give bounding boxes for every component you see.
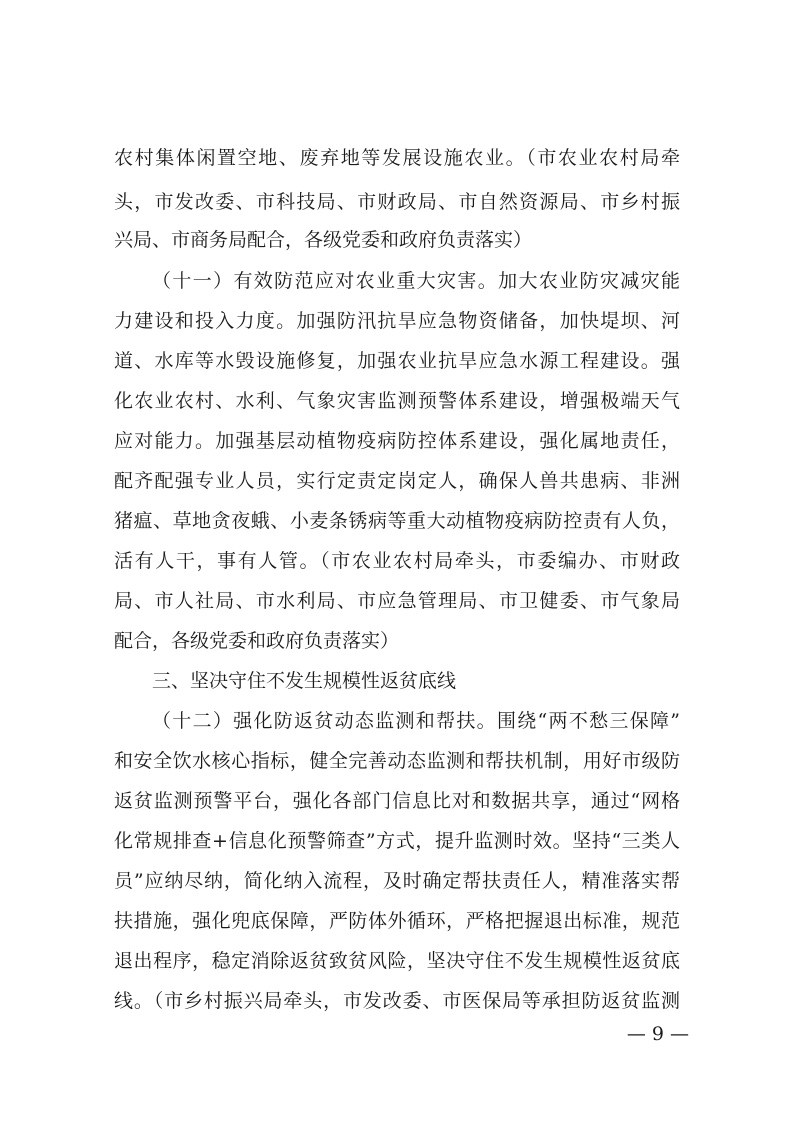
body-text-line: 农村集体闲置空地、废弃地等发展设施农业。（市农业农村局牵 bbox=[114, 147, 680, 169]
body-text-line: 化常规排查+信息化预警筛查”方式，提升监测时效。坚持“三类人 bbox=[114, 830, 680, 852]
body-text-line: 员”应纳尽纳，简化纳入流程，及时确定帮扶责任人，精准落实帮 bbox=[114, 870, 680, 892]
body-text-line: 活有人干，事有人管。（市农业农村局牵头，市委编办、市财政 bbox=[114, 550, 680, 572]
body-text-line: 配齐配强专业人员，实行定责定岗定人，确保人兽共患病、非洲 bbox=[114, 470, 680, 492]
body-text-line: 扶措施，强化兜底保障，严防体外循环，严格把握退出标准，规范 bbox=[114, 910, 680, 932]
body-text-line: 头，市发改委、市科技局、市财政局、市自然资源局、市乡村振 bbox=[114, 191, 680, 213]
body-text-line: 线。（市乡村振兴局牵头，市发改委、市医保局等承担防返贫监测 bbox=[114, 990, 680, 1012]
body-text-line: 局、市人社局、市水利局、市应急管理局、市卫健委、市气象局 bbox=[114, 590, 680, 612]
body-text-line: 兴局、市商务局配合，各级党委和政府负责落实） bbox=[114, 229, 533, 251]
section-heading: 三、坚决守住不发生规模性返贫底线 bbox=[152, 670, 457, 692]
body-text-line: 应对能力。加强基层动植物疫病防控体系建设，强化属地责任， bbox=[114, 430, 680, 452]
section-paragraph-start: （十二）强化防返贫动态监测和帮扶。围绕“两不愁三保障” bbox=[152, 710, 680, 732]
page-number: — 9 — bbox=[626, 1023, 689, 1045]
body-text-line: 道、水库等水毁设施修复，加强农业抗旱应急水源工程建设。强 bbox=[114, 350, 680, 372]
body-text-line: 和安全饮水核心指标，健全完善动态监测和帮扶机制，用好市级防 bbox=[114, 750, 680, 772]
section-paragraph-start: （十一）有效防范应对农业重大灾害。加大农业防灾减灾能 bbox=[152, 270, 680, 292]
body-text-line: 力建设和投入力度。加强防汛抗旱应急物资储备，加快堤坝、河 bbox=[114, 310, 680, 332]
body-text-line: 化农业农村、水利、气象灾害监测预警体系建设，增强极端天气 bbox=[114, 390, 680, 412]
body-text-line: 配合，各级党委和政府负责落实） bbox=[114, 630, 400, 652]
body-text-line: 返贫监测预警平台，强化各部门信息比对和数据共享，通过“网格 bbox=[114, 790, 680, 812]
body-text-line: 猪瘟、草地贪夜蛾、小麦条锈病等重大动植物疫病防控责有人负， bbox=[114, 510, 680, 532]
body-text-line: 退出程序，稳定消除返贫致贫风险，坚决守住不发生规模性返贫底 bbox=[114, 950, 680, 972]
